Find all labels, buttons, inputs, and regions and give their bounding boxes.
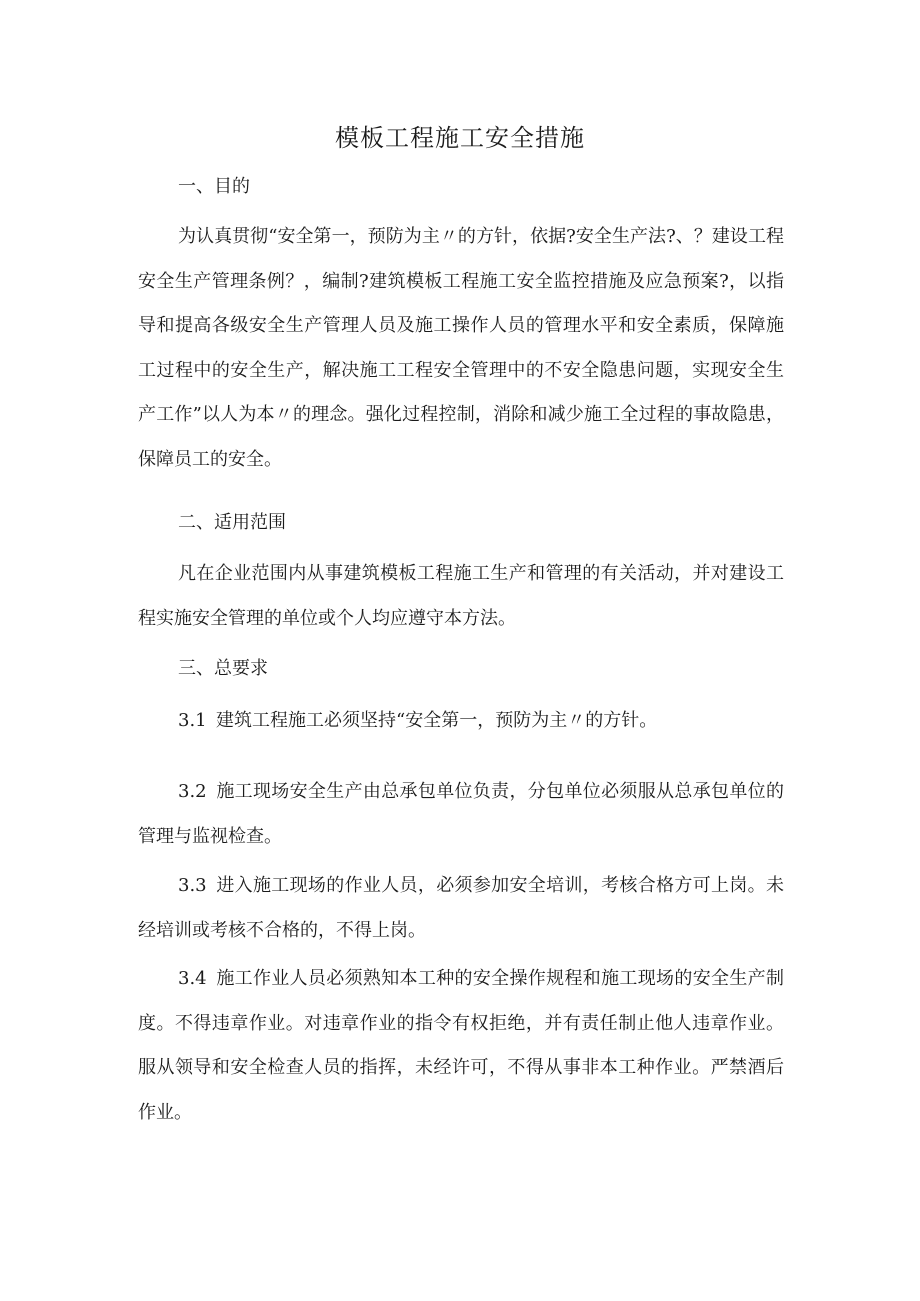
requirement-item [138, 864, 784, 953]
requirement-text: 建筑工程施工必须坚持“安全第一，预防为主〃的方针。 [216, 710, 658, 731]
requirement-item [138, 699, 784, 744]
document-title: 模板工程施工安全措施 [335, 124, 585, 152]
section-heading-purpose: 一、目的 [178, 176, 250, 197]
requirement-item [138, 770, 784, 859]
requirement-number: 3.2 [178, 781, 207, 802]
requirement-item [138, 957, 784, 1135]
requirement-number: 3.3 [178, 875, 207, 896]
section-body-scope: 凡在企业范围内从事建筑模板工程施工生产和管理的有关活动，并对建设工程实施安全管理的单位或个人均应遵守本方法。 [138, 563, 784, 629]
requirement-text: 施工现场安全生产由总承包单位负责，分包单位必须服从总承包单位的管理与监视检查。 [138, 781, 784, 847]
requirement-number: 3.4 [178, 968, 207, 989]
requirement-text: 施工作业人员必须熟知本工种的安全操作规程和施工现场的安全生产制度。不得违章作业。对违章作业的指令有权拒绝，并有责任制止他人违章作业。服从领导和安全检查人员的指挥，未经许可，不得从事非本工种作业。严禁酒后作业。 [138, 968, 784, 1123]
section-heading-scope: 二、适用范围 [178, 512, 286, 533]
requirement-number: 3.1 [178, 710, 207, 731]
section-body-purpose: 为认真贯彻“安全第一，预防为主〃的方针，依据?安全生产法?、？建设工程安全生产管理条例？，编制?建筑模板工程施工安全监控措施及应急预案?，以指导和提高各级安全生产管理人员及施工操作人员的管理水平和安全素质，保障施工过程中的安全生产，解决施工工程安全管理中的不安全隐患问题，实现安全生产工作”以人为本〃的理念。强化过程控制，消除和减少施工全过程的事故隐患，保障员工的安全。 [138, 226, 784, 470]
section-heading-general-requirements: 三、总要求 [178, 658, 268, 679]
requirement-text: 进入施工现场的作业人员，必须参加安全培训，考核合格方可上岗。未经培训或考核不合格的，不得上岗。 [138, 875, 784, 941]
